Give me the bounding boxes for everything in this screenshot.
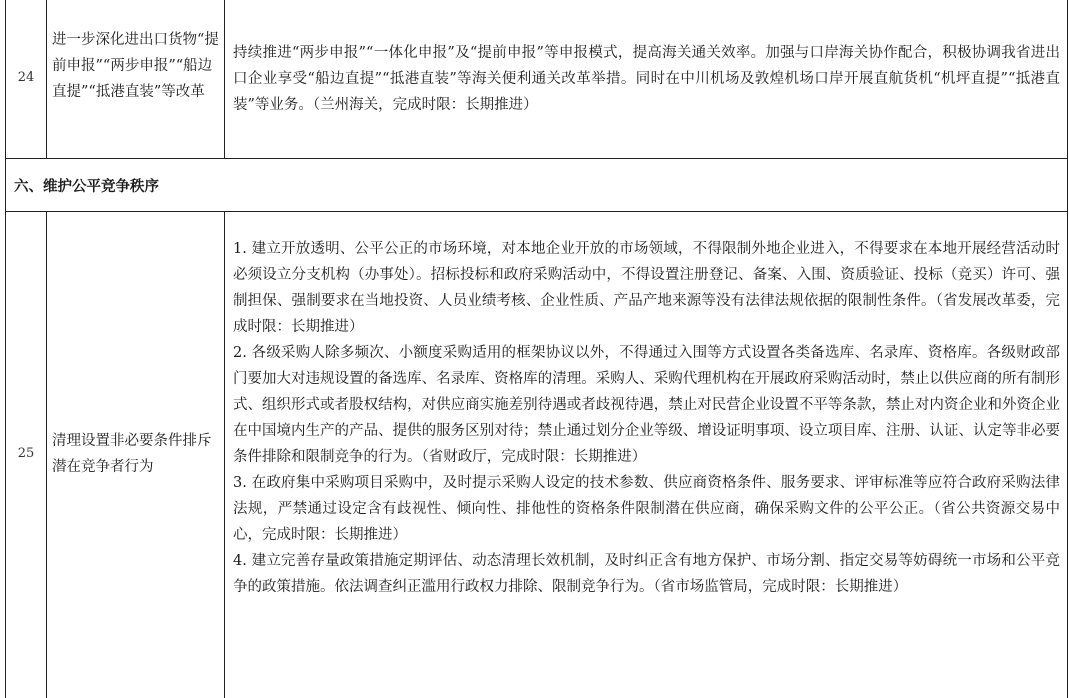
row-content bbox=[233, 236, 1060, 600]
policy-table bbox=[5, 0, 1068, 698]
content-paragraph: 1. 建立开放透明、公平公正的市场环境，对本地企业开放的市场领域，不得限制外地企业进入，不得要求在本地开展经营活动时必须设立分支机构（办事处）。招标投标和政府采购活动中，不得设置注册登记、备案、入围、资质验证、投标（竞买）许可、强制担保、强制要求在当地投资、人员业绩考核、企业性质、产品产地来源等没有法律法规依据的限制性条件。（省发展改革委，完成时限：长期推进） bbox=[233, 241, 1060, 335]
col-divider bbox=[46, 0, 47, 158]
content-paragraph: 2. 各级采购人除多频次、小额度采购适用的框架协议以外，不得通过入围等方式设置各类备选库、名录库、资格库。各级财政部门要加大对违规设置的备选库、名录库、资格库的清理。采购人、采购代理机构在开展政府采购活动时，禁止以供应商的所有制形式、组织形式或者股权结构，对供应商实施差别待遇或者歧视待遇，禁止对民营企业设置不平等条款，禁止对内资企业和外资企业在中国境内生产的产品、提供的服务区别对待；禁止通过划分企业等级、增设证明事项、设立项目库、注册、认证、认定等非必要条件排除和限制竞争的行为。（省财政厅，完成时限：长期推进） bbox=[233, 345, 1060, 465]
row-divider bbox=[6, 211, 1067, 212]
row-number: 25 bbox=[17, 446, 35, 461]
section-heading: 六、维护公平竞争秩序 bbox=[14, 179, 159, 195]
row-number: 24 bbox=[17, 70, 35, 85]
row-item: 进一步深化进出口货物“提前申报”“两步申报”“船边直提”“抵港直装”等改革 bbox=[52, 32, 219, 100]
row-item: 清理设置非必要条件排斥潜在竞争者行为 bbox=[52, 433, 212, 475]
content-paragraph: 持续推进“两步申报”“一体化申报”及“提前申报”等申报模式，提高海关通关效率。加强与口岸海关协作配合，积极协调我省进出口企业享受“船边直提”“抵港直装”等海关便利通关改革举措。同时在中川机场及敦煌机场口岸开展直航货机“机坪直提”“抵港直装”等业务。（兰州海关，完成时限：长期推进） bbox=[233, 45, 1060, 113]
content-paragraph: 4. 建立完善存量政策措施定期评估、动态清理长效机制，及时纠正含有地方保护、市场分割、指定交易等妨碍统一市场和公平竞争的政策措施。依法调查纠正滥用行政权力排除、限制竞争行为。（省市场监管局，完成时限：长期推进） bbox=[233, 553, 1060, 595]
col-divider bbox=[46, 211, 47, 698]
content-paragraph: 3. 在政府集中采购项目采购中，及时提示采购人设定的技术参数、供应商资格条件、服务要求、评审标准等应符合政府采购法律法规，严禁通过设定含有歧视性、倾向性、排他性的资格条件限制潜在供应商，确保采购文件的公平公正。（省公共资源交易中心，完成时限：长期推进） bbox=[233, 475, 1060, 543]
row-divider bbox=[6, 158, 1067, 159]
row-content bbox=[233, 40, 1060, 118]
col-divider bbox=[224, 0, 225, 158]
col-divider bbox=[224, 211, 225, 698]
